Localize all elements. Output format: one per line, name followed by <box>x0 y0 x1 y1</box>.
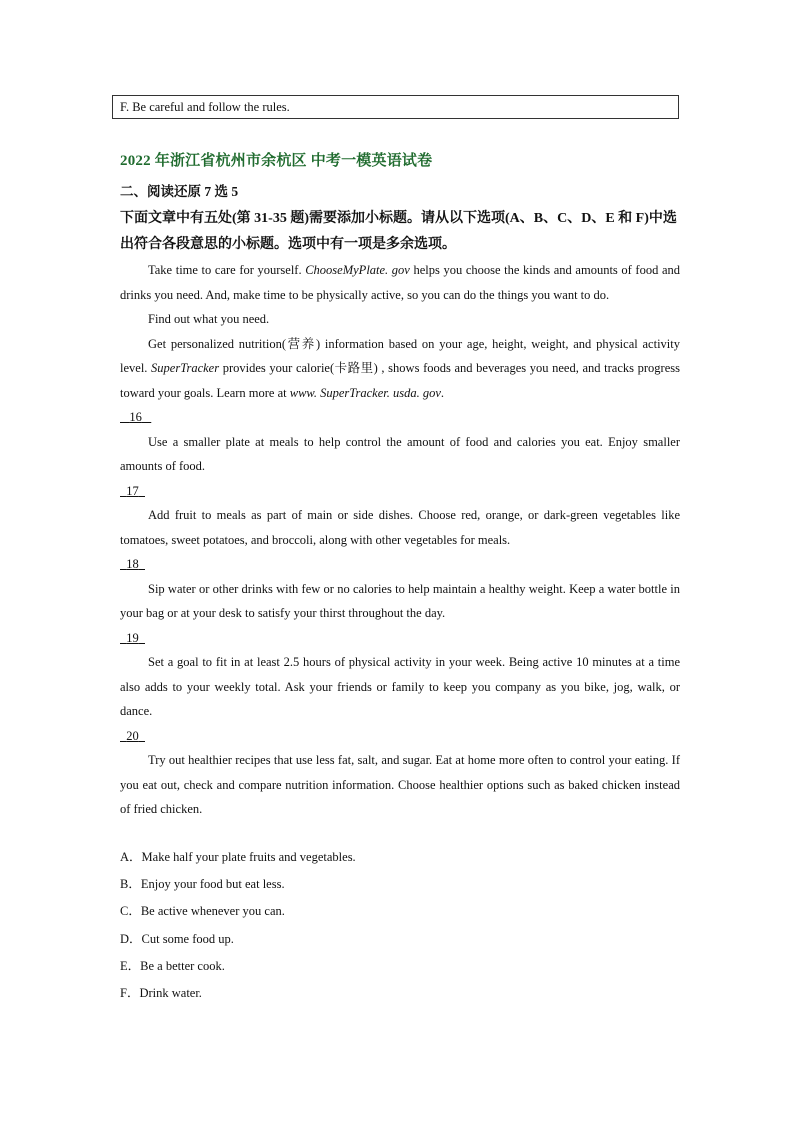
option-b: B．Enjoy your food but eat less. <box>120 877 285 892</box>
site-name: ChooseMyPlate. gov <box>305 263 410 277</box>
tool-name: SuperTracker <box>151 361 220 375</box>
section-heading: 二、阅读还原 7 选 5 <box>120 184 239 199</box>
paragraph-20: Try out healthier recipes that use less fat, salt, and sugar. Eat at home more often to control your eating. If you eat out, check and compare nutrition information. Choose healthier options such as baked chicken instead of fried chicken. <box>120 753 680 816</box>
website-url: www. SuperTracker. usda. gov <box>289 385 441 400</box>
paragraph-17: Add fruit to meals as part of main or side dishes. Choose red, orange, or dark-green vegetables like tomatoes, sweet potatoes, and broccoli, along with other vegetables for meals. <box>120 508 680 547</box>
previous-option-box <box>112 95 679 119</box>
blank-18: 18 <box>126 557 139 571</box>
blank-19: 19 <box>126 630 139 645</box>
answer-options <box>120 844 356 1007</box>
paragraph-19: Set a goal to fit in at least 2.5 hours of physical activity in your week. Being active 10 minutes at a time also adds to your weekly total. Ask your friends or family to keep you company as you bike, jog, walk, or dance. <box>120 655 680 718</box>
instructions: 下面文章中有五处(第 31-35 题)需要添加小标题。请从以下选项(A、B、C、D、E 和 F)中选出符合各段意思的小标题。选项中有一项是多余选项。 <box>120 211 677 252</box>
nutrition-paragraph: Get personalized nutrition(营养) information based on your age, height, weight, and physical activity level. SuperTracker provides your calorie(卡路里) , shows foods and beverages you need, and tracks progress toward your goals. Learn more at www. SuperTracker. usda. gov. <box>120 336 680 400</box>
blank-16: 16 <box>129 410 142 424</box>
option-d: D．Cut some food up. <box>120 931 234 946</box>
previous-option-text: F. Be careful and follow the rules. <box>120 100 290 114</box>
paragraph-16: Use a smaller plate at meals to help control the amount of food and calories you eat. Enjoy smaller amounts of food. <box>120 434 680 473</box>
subheading-find-out: Find out what you need. <box>148 312 270 326</box>
blank-17: 17 <box>126 483 139 498</box>
paragraph-18: Sip water or other drinks with few or no calories to help maintain a healthy weight. Keep a water bottle in your bag or at your desk to satisfy your thirst throughout the day. <box>120 581 680 620</box>
option-e: E．Be a better cook. <box>120 958 225 973</box>
blank-20: 20 <box>126 728 139 743</box>
option-c: C．Be active whenever you can. <box>120 904 285 919</box>
option-a: A．Make half your plate fruits and vegetables. <box>120 850 356 864</box>
exam-title: 2022 年浙江省杭州市余杭区 中考一模英语试卷 <box>120 153 433 169</box>
reading-passage <box>120 258 680 822</box>
intro-paragraph: Take time to care for yourself. ChooseMyPlate. gov helps you choose the kinds and amounts of food and drinks you need. And, make time to be physically active, so you can do the things you want to do. <box>120 263 681 302</box>
option-f: F．Drink water. <box>120 986 202 1001</box>
